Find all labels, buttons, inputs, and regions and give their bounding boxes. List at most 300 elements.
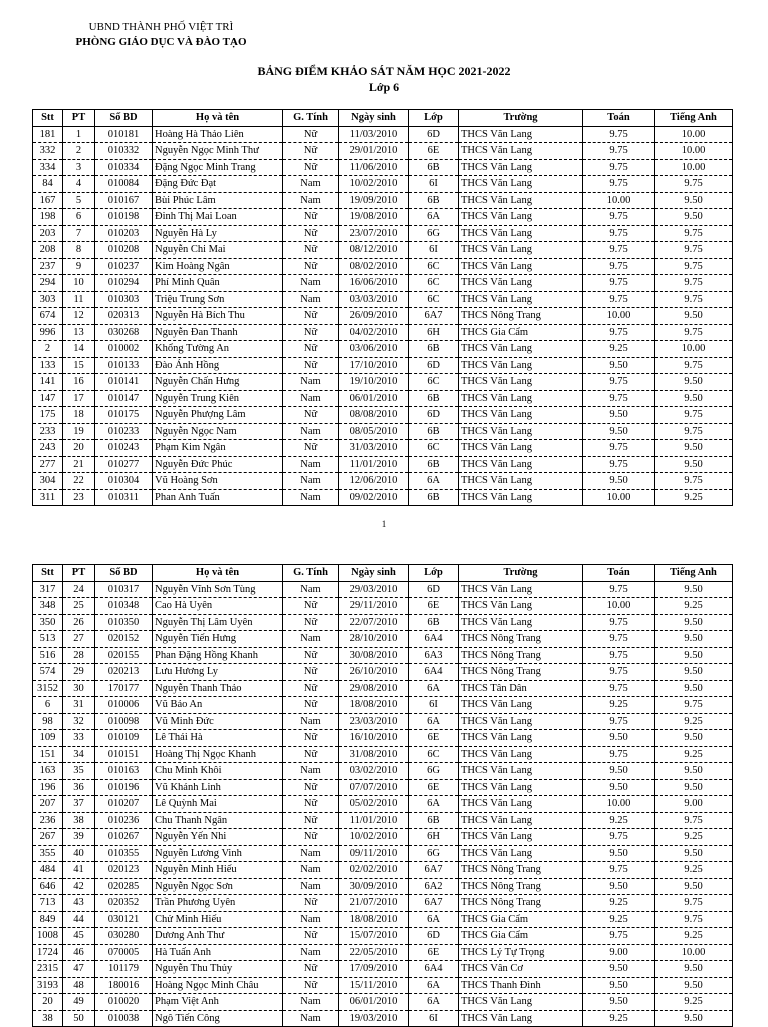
cell-stt: 133	[33, 357, 63, 374]
cell-so-bd: 070005	[95, 944, 153, 961]
cell-truong: THCS Văn Lang	[459, 126, 583, 143]
score-table-page-2	[32, 564, 733, 1027]
table-header-row	[33, 110, 733, 127]
cell-ho-ten: Hoàng Thị Ngọc Khanh	[153, 746, 283, 763]
cell-tieng-anh: 9.50	[655, 961, 733, 978]
cell-truong: THCS Vân Cơ	[459, 961, 583, 978]
cell-tieng-anh: 9.50	[655, 977, 733, 994]
cell-ngay-sinh: 15/11/2010	[339, 977, 409, 994]
cell-stt: 2	[33, 341, 63, 358]
cell-toan: 9.75	[583, 746, 655, 763]
column-header-stt: Stt	[33, 565, 63, 582]
cell-lop: 6G	[409, 225, 459, 242]
cell-gioi-tinh: Nam	[283, 878, 339, 895]
cell-so-bd: 010006	[95, 697, 153, 714]
cell-lop: 6B	[409, 456, 459, 473]
cell-tieng-anh: 9.25	[655, 713, 733, 730]
cell-tieng-anh: 9.75	[655, 407, 733, 424]
cell-pt: 21	[63, 456, 95, 473]
cell-pt: 31	[63, 697, 95, 714]
cell-pt: 8	[63, 242, 95, 259]
title-grade: Lớp 6	[368, 80, 400, 94]
cell-truong: THCS Văn Lang	[459, 812, 583, 829]
cell-truong: THCS Văn Lang	[459, 258, 583, 275]
cell-tieng-anh: 9.75	[655, 357, 733, 374]
cell-stt: 311	[33, 489, 63, 506]
cell-ho-ten: Cao Hà Uyên	[153, 598, 283, 615]
cell-truong: THCS Văn Lang	[459, 1010, 583, 1027]
cell-truong: THCS Văn Lang	[459, 730, 583, 747]
cell-toan: 9.75	[583, 680, 655, 697]
cell-truong: THCS Tân Dân	[459, 680, 583, 697]
cell-lop: 6B	[409, 159, 459, 176]
cell-tieng-anh: 10.00	[655, 159, 733, 176]
cell-gioi-tinh: Nữ	[283, 440, 339, 457]
cell-so-bd: 030121	[95, 911, 153, 928]
cell-gioi-tinh: Nam	[283, 713, 339, 730]
table-row	[33, 680, 733, 697]
cell-truong: THCS Văn Lang	[459, 763, 583, 780]
table-row	[33, 225, 733, 242]
cell-toan: 9.75	[583, 928, 655, 945]
cell-pt: 36	[63, 779, 95, 796]
cell-ho-ten: Nguyễn Minh Hiếu	[153, 862, 283, 879]
cell-gioi-tinh: Nam	[283, 456, 339, 473]
cell-stt: 713	[33, 895, 63, 912]
cell-lop: 6E	[409, 143, 459, 160]
cell-stt: 196	[33, 779, 63, 796]
cell-toan: 9.25	[583, 911, 655, 928]
cell-lop: 6A2	[409, 878, 459, 895]
cell-stt: 3193	[33, 977, 63, 994]
cell-tieng-anh: 9.75	[655, 275, 733, 292]
cell-so-bd: 010311	[95, 489, 153, 506]
cell-toan: 10.00	[583, 308, 655, 325]
cell-ngay-sinh: 03/06/2010	[339, 341, 409, 358]
cell-so-bd: 020352	[95, 895, 153, 912]
cell-ngay-sinh: 31/08/2010	[339, 746, 409, 763]
cell-truong: THCS Văn Lang	[459, 225, 583, 242]
table-header-row	[33, 565, 733, 582]
cell-ngay-sinh: 12/06/2010	[339, 473, 409, 490]
cell-truong: THCS Văn Lang	[459, 291, 583, 308]
table-row	[33, 143, 733, 160]
cell-gioi-tinh: Nam	[283, 291, 339, 308]
cell-gioi-tinh: Nữ	[283, 159, 339, 176]
cell-pt: 34	[63, 746, 95, 763]
cell-tieng-anh: 9.50	[655, 192, 733, 209]
cell-so-bd: 010350	[95, 614, 153, 631]
cell-stt: 147	[33, 390, 63, 407]
cell-gioi-tinh: Nam	[283, 192, 339, 209]
cell-stt: 38	[33, 1010, 63, 1027]
cell-truong: THCS Văn Lang	[459, 473, 583, 490]
cell-tieng-anh: 9.50	[655, 390, 733, 407]
cell-lop: 6D	[409, 126, 459, 143]
cell-stt: 163	[33, 763, 63, 780]
cell-so-bd: 010203	[95, 225, 153, 242]
cell-tieng-anh: 9.75	[655, 812, 733, 829]
cell-gioi-tinh: Nam	[283, 581, 339, 598]
cell-tieng-anh: 9.50	[655, 845, 733, 862]
title-main: BẢNG ĐIỂM KHẢO SÁT NĂM HỌC 2021-2022	[257, 64, 511, 78]
cell-toan: 9.75	[583, 829, 655, 846]
cell-truong: THCS Văn Lang	[459, 614, 583, 631]
cell-stt: 20	[33, 994, 63, 1011]
cell-gioi-tinh: Nam	[283, 631, 339, 648]
cell-lop: 6B	[409, 192, 459, 209]
cell-ngay-sinh: 29/08/2010	[339, 680, 409, 697]
cell-stt: 98	[33, 713, 63, 730]
cell-truong: THCS Gia Cẩm	[459, 928, 583, 945]
cell-gioi-tinh: Nam	[283, 489, 339, 506]
table-row	[33, 258, 733, 275]
cell-truong: THCS Thanh Đình	[459, 977, 583, 994]
cell-pt: 39	[63, 829, 95, 846]
table-row	[33, 614, 733, 631]
cell-truong: THCS Văn Lang	[459, 407, 583, 424]
cell-so-bd: 010163	[95, 763, 153, 780]
cell-gioi-tinh: Nữ	[283, 143, 339, 160]
cell-lop: 6A	[409, 994, 459, 1011]
cell-tieng-anh: 10.00	[655, 143, 733, 160]
cell-stt: 181	[33, 126, 63, 143]
cell-so-bd: 010198	[95, 209, 153, 226]
cell-lop: 6A	[409, 911, 459, 928]
cell-ho-ten: Lưu Hương Ly	[153, 664, 283, 681]
column-header-so-bd: Số BD	[95, 110, 153, 127]
department-name: PHÒNG GIÁO DỤC VÀ ĐÀO TẠO	[75, 36, 247, 48]
cell-tieng-anh: 9.25	[655, 928, 733, 945]
cell-tieng-anh: 9.25	[655, 598, 733, 615]
cell-truong: THCS Văn Lang	[459, 779, 583, 796]
cell-ngay-sinh: 09/02/2010	[339, 489, 409, 506]
cell-truong: THCS Văn Lang	[459, 209, 583, 226]
table-row	[33, 763, 733, 780]
cell-stt: 996	[33, 324, 63, 341]
cell-truong: THCS Văn Lang	[459, 341, 583, 358]
cell-toan: 9.50	[583, 961, 655, 978]
cell-pt: 14	[63, 341, 95, 358]
cell-lop: 6A4	[409, 961, 459, 978]
cell-gioi-tinh: Nữ	[283, 829, 339, 846]
cell-so-bd: 010243	[95, 440, 153, 457]
cell-pt: 33	[63, 730, 95, 747]
cell-stt: 233	[33, 423, 63, 440]
cell-pt: 22	[63, 473, 95, 490]
cell-tieng-anh: 9.50	[655, 614, 733, 631]
cell-toan: 9.75	[583, 275, 655, 292]
cell-lop: 6A4	[409, 664, 459, 681]
table-row	[33, 1010, 733, 1027]
cell-toan: 9.75	[583, 209, 655, 226]
cell-pt: 15	[63, 357, 95, 374]
cell-tieng-anh: 9.50	[655, 631, 733, 648]
cell-ngay-sinh: 16/10/2010	[339, 730, 409, 747]
cell-lop: 6I	[409, 176, 459, 193]
cell-pt: 26	[63, 614, 95, 631]
cell-truong: THCS Văn Lang	[459, 390, 583, 407]
cell-lop: 6A7	[409, 308, 459, 325]
cell-ho-ten: Lê Quỳnh Mai	[153, 796, 283, 813]
cell-gioi-tinh: Nữ	[283, 225, 339, 242]
cell-toan: 9.75	[583, 614, 655, 631]
cell-ngay-sinh: 06/01/2010	[339, 390, 409, 407]
cell-toan: 9.75	[583, 374, 655, 391]
cell-ho-ten: Trần Phương Uyên	[153, 895, 283, 912]
cell-stt: 3152	[33, 680, 63, 697]
cell-truong: THCS Văn Lang	[459, 440, 583, 457]
cell-truong: THCS Văn Lang	[459, 159, 583, 176]
cell-gioi-tinh: Nam	[283, 763, 339, 780]
cell-so-bd: 020123	[95, 862, 153, 879]
cell-stt: 167	[33, 192, 63, 209]
cell-so-bd: 010196	[95, 779, 153, 796]
cell-lop: 6E	[409, 779, 459, 796]
table-row	[33, 961, 733, 978]
cell-stt: 332	[33, 143, 63, 160]
cell-truong: THCS Văn Lang	[459, 143, 583, 160]
cell-ho-ten: Nguyễn Ngọc Minh Thư	[153, 143, 283, 160]
cell-so-bd: 010294	[95, 275, 153, 292]
cell-ho-ten: Hoàng Ngọc Minh Châu	[153, 977, 283, 994]
table-row	[33, 713, 733, 730]
cell-stt: 243	[33, 440, 63, 457]
cell-gioi-tinh: Nữ	[283, 598, 339, 615]
cell-truong: THCS Văn Lang	[459, 994, 583, 1011]
cell-gioi-tinh: Nữ	[283, 258, 339, 275]
cell-gioi-tinh: Nữ	[283, 746, 339, 763]
cell-tieng-anh: 9.50	[655, 1010, 733, 1027]
table-row	[33, 308, 733, 325]
table-row	[33, 994, 733, 1011]
cell-tieng-anh: 9.50	[655, 730, 733, 747]
cell-truong: THCS Văn Lang	[459, 697, 583, 714]
cell-gioi-tinh: Nam	[283, 944, 339, 961]
table-row	[33, 631, 733, 648]
cell-ho-ten: Phan Đặng Hồng Khanh	[153, 647, 283, 664]
cell-toan: 9.50	[583, 473, 655, 490]
cell-ngay-sinh: 15/07/2010	[339, 928, 409, 945]
document-title	[0, 63, 768, 95]
cell-gioi-tinh: Nam	[283, 423, 339, 440]
cell-so-bd: 010317	[95, 581, 153, 598]
cell-truong: THCS Lý Tự Trọng	[459, 944, 583, 961]
cell-pt: 32	[63, 713, 95, 730]
cell-pt: 30	[63, 680, 95, 697]
cell-ho-ten: Nguyễn Thanh Thảo	[153, 680, 283, 697]
cell-tieng-anh: 9.50	[655, 647, 733, 664]
cell-so-bd: 030280	[95, 928, 153, 945]
cell-truong: THCS Văn Lang	[459, 845, 583, 862]
cell-lop: 6E	[409, 944, 459, 961]
table-row	[33, 895, 733, 912]
cell-toan: 9.75	[583, 324, 655, 341]
cell-toan: 9.75	[583, 291, 655, 308]
cell-tieng-anh: 9.50	[655, 878, 733, 895]
cell-tieng-anh: 10.00	[655, 341, 733, 358]
cell-ho-ten: Nguyễn Ngọc Sơn	[153, 878, 283, 895]
cell-toan: 9.75	[583, 647, 655, 664]
cell-ngay-sinh: 17/10/2010	[339, 357, 409, 374]
cell-lop: 6B	[409, 390, 459, 407]
cell-pt: 28	[63, 647, 95, 664]
cell-toan: 9.25	[583, 895, 655, 912]
cell-so-bd: 010332	[95, 143, 153, 160]
table-row	[33, 390, 733, 407]
cell-truong: THCS Văn Lang	[459, 192, 583, 209]
cell-pt: 9	[63, 258, 95, 275]
cell-so-bd: 010038	[95, 1010, 153, 1027]
table-row	[33, 862, 733, 879]
cell-pt: 17	[63, 390, 95, 407]
cell-toan: 9.75	[583, 440, 655, 457]
cell-lop: 6G	[409, 763, 459, 780]
cell-tieng-anh: 9.75	[655, 176, 733, 193]
cell-toan: 9.50	[583, 357, 655, 374]
cell-stt: 236	[33, 812, 63, 829]
cell-stt: 317	[33, 581, 63, 598]
cell-toan: 9.25	[583, 697, 655, 714]
cell-ngay-sinh: 22/05/2010	[339, 944, 409, 961]
cell-ho-ten: Nguyễn Đan Thanh	[153, 324, 283, 341]
cell-toan: 9.50	[583, 878, 655, 895]
cell-pt: 3	[63, 159, 95, 176]
page-number: 1	[381, 519, 387, 529]
cell-so-bd: 010267	[95, 829, 153, 846]
cell-ho-ten: Hoàng Hà Thảo Liên	[153, 126, 283, 143]
cell-stt: 141	[33, 374, 63, 391]
cell-truong: THCS Văn Lang	[459, 242, 583, 259]
cell-toan: 9.50	[583, 845, 655, 862]
cell-tieng-anh: 9.75	[655, 242, 733, 259]
cell-ngay-sinh: 08/08/2010	[339, 407, 409, 424]
cell-ho-ten: Nguyễn Yến Nhi	[153, 829, 283, 846]
column-header-gioi-tinh: G. Tính	[283, 565, 339, 582]
cell-so-bd: 010304	[95, 473, 153, 490]
cell-toan: 9.75	[583, 143, 655, 160]
cell-pt: 25	[63, 598, 95, 615]
cell-toan: 9.25	[583, 812, 655, 829]
cell-lop: 6H	[409, 829, 459, 846]
cell-toan: 9.75	[583, 581, 655, 598]
cell-ngay-sinh: 22/07/2010	[339, 614, 409, 631]
table-row	[33, 928, 733, 945]
cell-so-bd: 180016	[95, 977, 153, 994]
cell-gioi-tinh: Nữ	[283, 209, 339, 226]
cell-stt: 277	[33, 456, 63, 473]
column-header-lop: Lớp	[409, 565, 459, 582]
cell-so-bd: 010175	[95, 407, 153, 424]
cell-truong: THCS Văn Lang	[459, 275, 583, 292]
cell-lop: 6A	[409, 680, 459, 697]
cell-ngay-sinh: 11/06/2010	[339, 159, 409, 176]
cell-ngay-sinh: 08/02/2010	[339, 258, 409, 275]
cell-toan: 9.75	[583, 176, 655, 193]
cell-ngay-sinh: 02/02/2010	[339, 862, 409, 879]
cell-stt: 646	[33, 878, 63, 895]
cell-so-bd: 020313	[95, 308, 153, 325]
cell-gioi-tinh: Nữ	[283, 796, 339, 813]
cell-tieng-anh: 9.25	[655, 489, 733, 506]
table-row	[33, 374, 733, 391]
table-row	[33, 242, 733, 259]
cell-stt: 355	[33, 845, 63, 862]
cell-lop: 6A7	[409, 895, 459, 912]
cell-ho-ten: Vũ Minh Đức	[153, 713, 283, 730]
cell-tieng-anh: 9.75	[655, 911, 733, 928]
cell-gioi-tinh: Nữ	[283, 928, 339, 945]
cell-pt: 11	[63, 291, 95, 308]
cell-pt: 10	[63, 275, 95, 292]
cell-so-bd: 170177	[95, 680, 153, 697]
cell-lop: 6A7	[409, 862, 459, 879]
cell-toan: 9.50	[583, 407, 655, 424]
cell-ho-ten: Đặng Ngọc Minh Trang	[153, 159, 283, 176]
cell-tieng-anh: 9.25	[655, 829, 733, 846]
cell-so-bd: 010151	[95, 746, 153, 763]
table-row	[33, 275, 733, 292]
cell-toan: 9.50	[583, 730, 655, 747]
cell-ho-ten: Dương Anh Thư	[153, 928, 283, 945]
cell-stt: 6	[33, 697, 63, 714]
cell-lop: 6A	[409, 977, 459, 994]
cell-so-bd: 010002	[95, 341, 153, 358]
cell-so-bd: 101179	[95, 961, 153, 978]
cell-gioi-tinh: Nam	[283, 862, 339, 879]
table-row	[33, 812, 733, 829]
cell-ngay-sinh: 11/01/2010	[339, 812, 409, 829]
table-row	[33, 324, 733, 341]
table-row	[33, 209, 733, 226]
cell-pt: 29	[63, 664, 95, 681]
table-row	[33, 473, 733, 490]
cell-ho-ten: Nguyễn Phượng Lâm	[153, 407, 283, 424]
cell-lop: 6E	[409, 598, 459, 615]
cell-tieng-anh: 9.25	[655, 746, 733, 763]
cell-lop: 6B	[409, 489, 459, 506]
cell-stt: 348	[33, 598, 63, 615]
cell-lop: 6B	[409, 812, 459, 829]
cell-ngay-sinh: 06/01/2010	[339, 994, 409, 1011]
cell-stt: 484	[33, 862, 63, 879]
cell-gioi-tinh: Nữ	[283, 961, 339, 978]
cell-gioi-tinh: Nam	[283, 1010, 339, 1027]
cell-so-bd: 010233	[95, 423, 153, 440]
table-row	[33, 746, 733, 763]
cell-ngay-sinh: 07/07/2010	[339, 779, 409, 796]
cell-gioi-tinh: Nam	[283, 473, 339, 490]
cell-tieng-anh: 9.50	[655, 664, 733, 681]
cell-lop: 6H	[409, 324, 459, 341]
cell-stt: 574	[33, 664, 63, 681]
table-row	[33, 581, 733, 598]
cell-lop: 6B	[409, 341, 459, 358]
cell-stt: 849	[33, 911, 63, 928]
table-row	[33, 697, 733, 714]
table-row	[33, 291, 733, 308]
cell-ngay-sinh: 17/09/2010	[339, 961, 409, 978]
cell-pt: 46	[63, 944, 95, 961]
cell-gioi-tinh: Nữ	[283, 730, 339, 747]
column-header-stt: Stt	[33, 110, 63, 127]
cell-lop: 6I	[409, 1010, 459, 1027]
column-header-lop: Lớp	[409, 110, 459, 127]
cell-toan: 9.75	[583, 258, 655, 275]
table-body	[33, 581, 733, 1027]
cell-ho-ten: Nguyễn Thị Lâm Uyên	[153, 614, 283, 631]
cell-ho-ten: Nguyễn Trung Kiên	[153, 390, 283, 407]
